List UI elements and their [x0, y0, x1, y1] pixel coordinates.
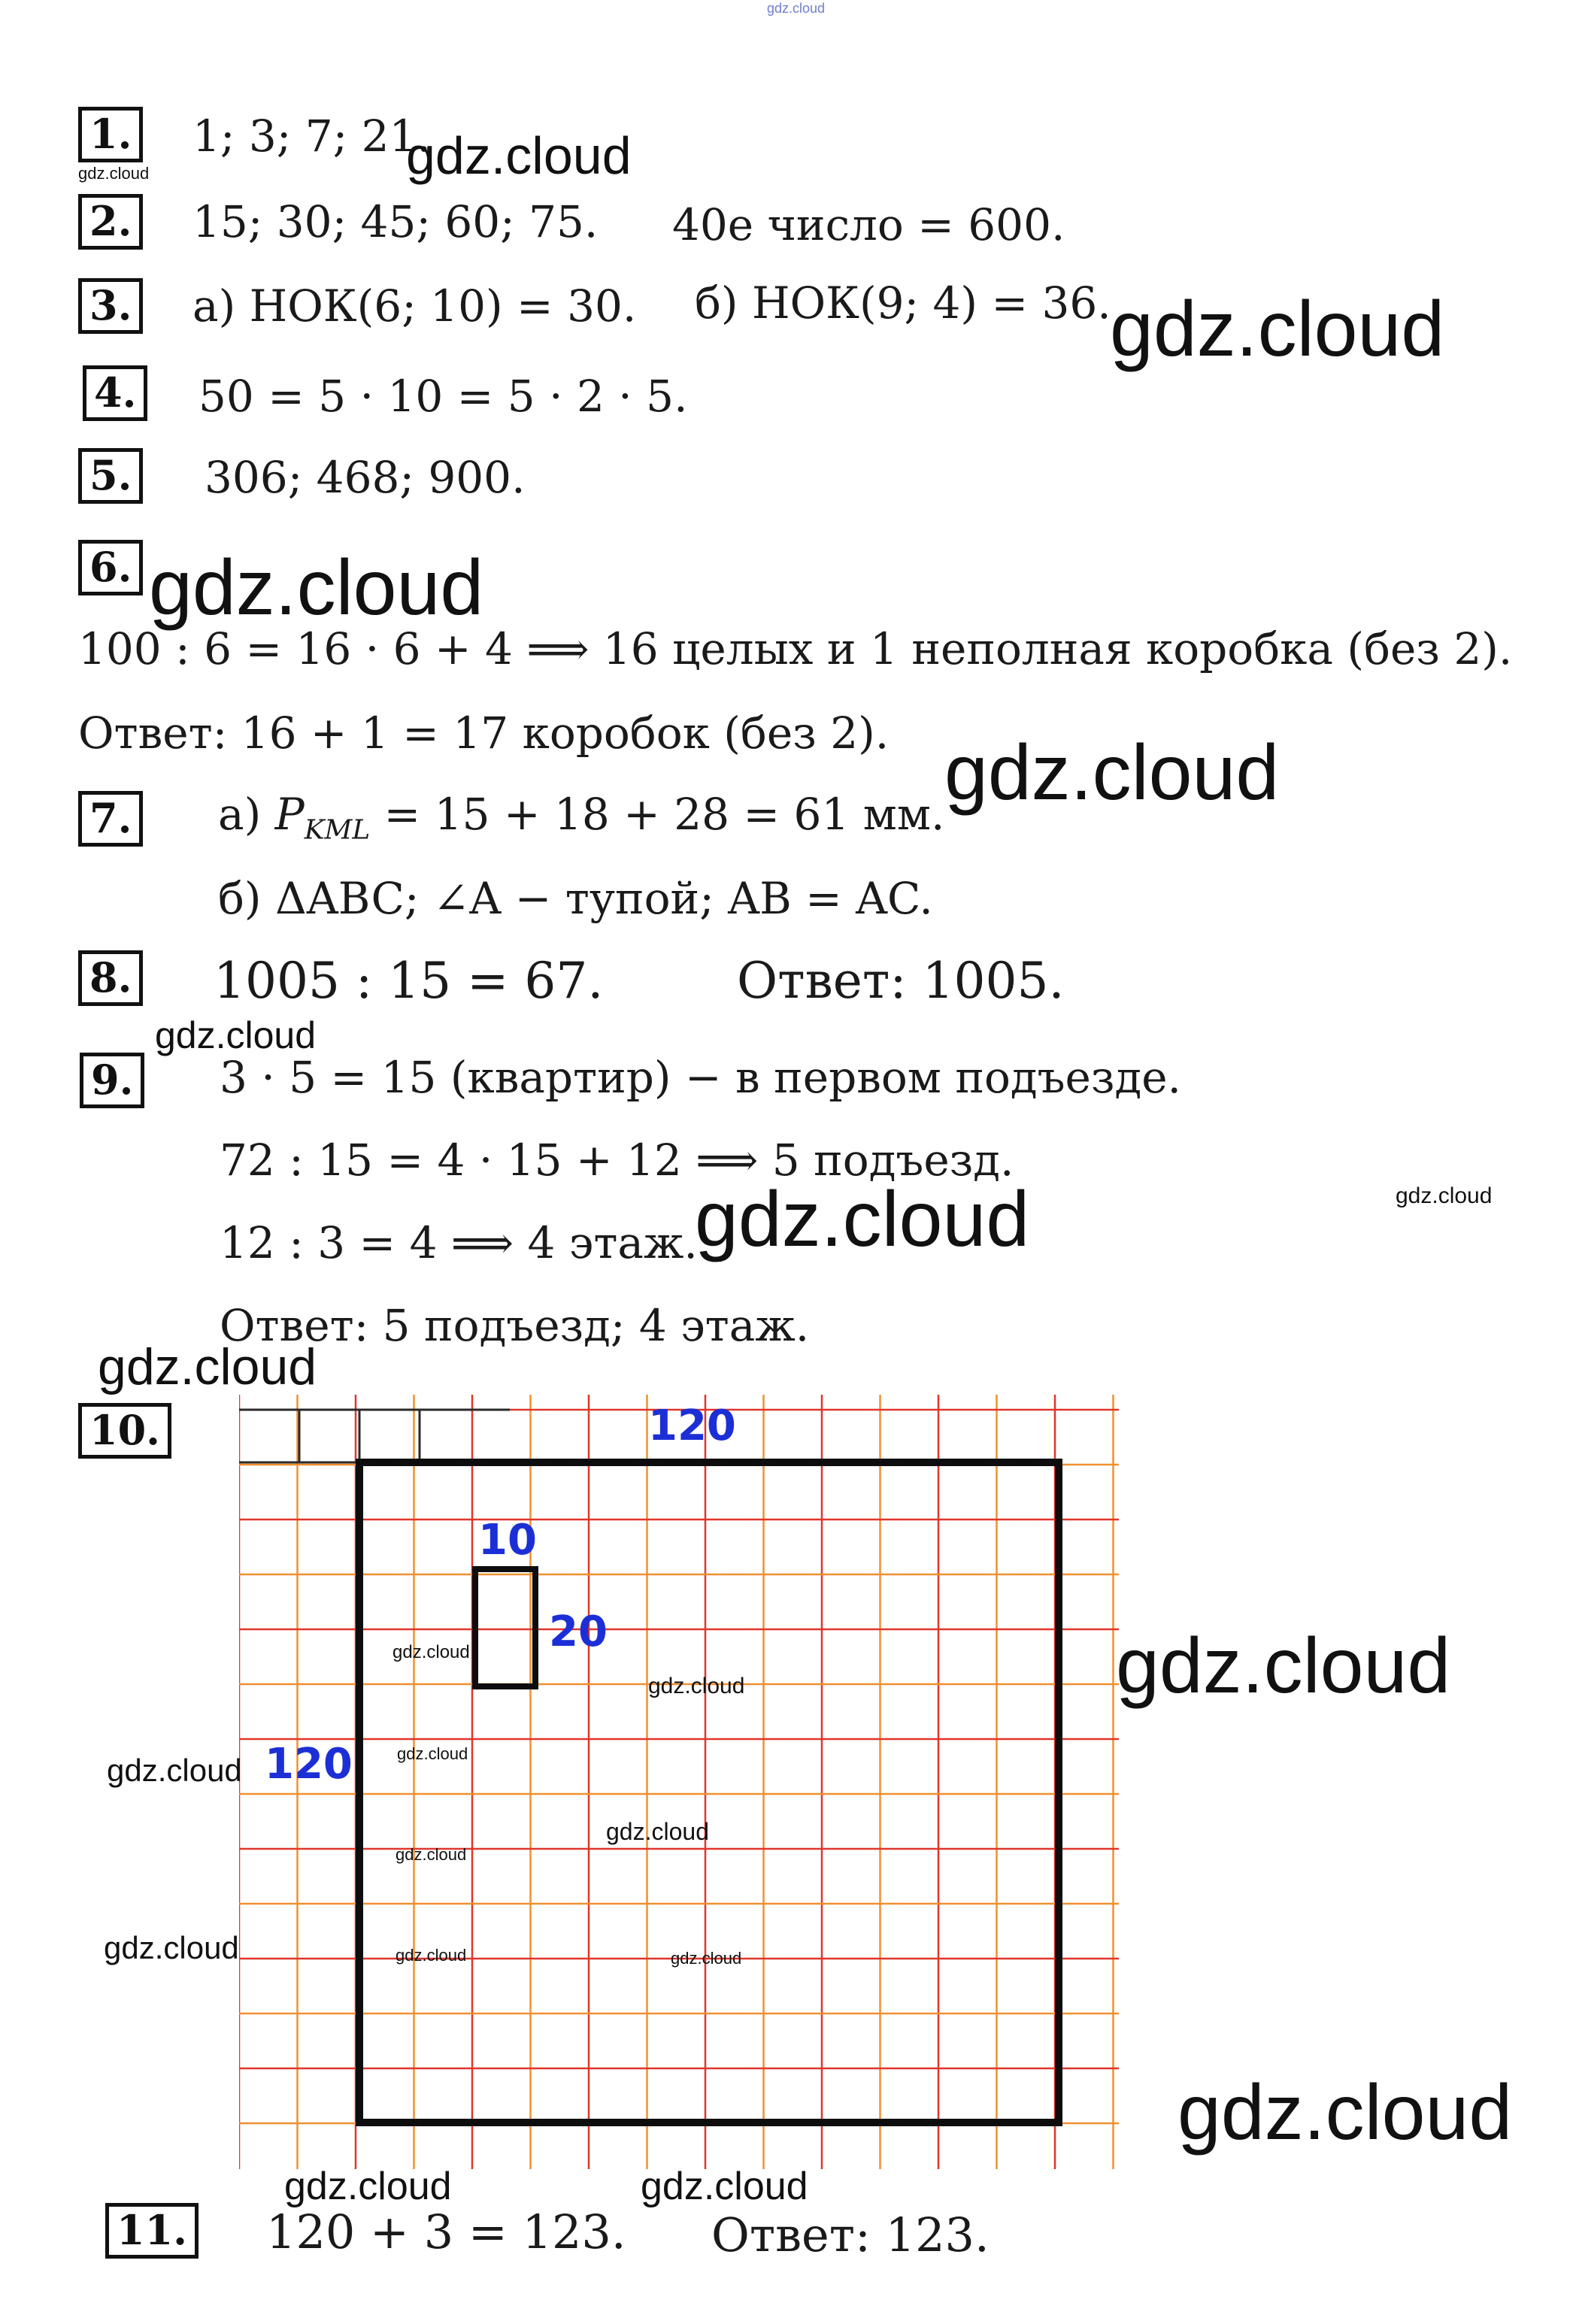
watermark: gdz.cloud: [648, 1674, 745, 1698]
problem-4-number: 4.: [83, 365, 147, 421]
watermark: gdz.cloud: [98, 1338, 317, 1395]
watermark: gdz.cloud: [149, 544, 484, 632]
watermark: gdz.cloud: [944, 729, 1280, 817]
watermark: gdz.cloud: [641, 2165, 808, 2208]
problem-6-division: 100 : 6 = 16 · 6 + 4 ⟹ 16 целых и 1 неполная коробка (без 2).: [78, 623, 1513, 674]
problem-9-line-1: 3 · 5 = 15 (квартир) − в первом подъезде.: [220, 1052, 1181, 1103]
problem-11-answer: Ответ: 123.: [711, 2207, 990, 2262]
problem-3-part-a: а) НОК(6; 10) = 30.: [192, 280, 637, 332]
watermark: gdz.cloud: [695, 1176, 1030, 1263]
watermark: gdz.cloud: [1177, 2069, 1513, 2156]
watermark: gdz.cloud: [284, 2165, 452, 2208]
problem-9-line-2: 72 : 15 = 4 · 15 + 12 ⟹ 5 подъезд.: [220, 1135, 1014, 1186]
problem-6-number: 6.: [78, 540, 143, 595]
watermark: gdz.cloud: [1110, 286, 1445, 373]
problem-6-answer: Ответ: 16 + 1 = 17 коробок (без 2).: [78, 708, 890, 759]
watermark: gdz.cloud: [1396, 1183, 1493, 1208]
problem-7-part-b: б) ΔABC; ∠A − тупой; AB = AC.: [218, 873, 933, 924]
problem-11-sum: 120 + 3 = 123.: [266, 2204, 626, 2259]
problem-9-number: 9.: [80, 1053, 144, 1108]
watermark: gdz.cloud: [1116, 1623, 1451, 1710]
watermark: gdz.cloud: [397, 1744, 468, 1763]
problem-9-answer: Ответ: 5 подъезд; 4 этаж.: [220, 1300, 810, 1351]
grid-lines: [239, 1395, 1119, 2169]
problem-7-part-a-rest: = 15 + 18 + 28 = 61 мм.: [370, 789, 945, 840]
problem-5-number: 5.: [78, 448, 143, 504]
problem-8-answer: Ответ: 1005.: [737, 952, 1065, 1010]
problem-1-number: 1.: [78, 107, 143, 162]
problem-7-part-a-prefix: а): [218, 789, 275, 840]
watermark: gdz.cloud: [104, 1930, 239, 1965]
grid-svg: [239, 1395, 1119, 2169]
label-side-top: 120: [648, 1401, 736, 1450]
problem-4-factorization: 50 = 5 · 10 = 5 · 2 · 5.: [199, 371, 688, 422]
watermark: gdz.cloud: [396, 1946, 467, 1965]
problem-2-sequence: 15; 30; 45; 60; 75.: [192, 196, 599, 247]
small-rectangle: [475, 1569, 535, 1686]
perimeter-symbol: P: [274, 789, 305, 840]
label-side-left: 120: [265, 1740, 353, 1789]
watermark: gdz.cloud: [155, 1014, 317, 1056]
corner-marks: [239, 1410, 510, 1462]
large-square: [359, 1462, 1059, 2123]
problem-3-number: 3.: [78, 278, 143, 334]
problem-9-line-3: 12 : 3 = 4 ⟹ 4 этаж.: [220, 1217, 698, 1268]
label-small-height: 20: [549, 1607, 608, 1656]
problem-8-number: 8.: [78, 950, 143, 1006]
problem-2-fortieth: 40е число = 600.: [672, 199, 1065, 250]
problem-1-answer: 1; 3; 7; 21.: [192, 111, 431, 162]
problem-8-division: 1005 : 15 = 67.: [214, 952, 604, 1010]
problem-10-number: 10.: [78, 1403, 171, 1459]
watermark: gdz.cloud: [606, 1818, 709, 1845]
watermark: gdz.cloud: [406, 126, 632, 185]
watermark: gdz.cloud: [671, 1949, 742, 1968]
problem-11-number: 11.: [105, 2203, 199, 2259]
problem-2-number: 2.: [78, 194, 143, 250]
problem-3-part-b: б) НОК(9; 4) = 36.: [695, 277, 1111, 329]
problem-7-part-a: [218, 789, 945, 846]
problem-7-number: 7.: [78, 791, 143, 847]
header-watermark: gdz.cloud: [767, 1, 826, 16]
watermark: gdz.cloud: [396, 1845, 467, 1864]
watermark: gdz.cloud: [78, 164, 150, 183]
grid-drawing: [239, 1395, 1119, 2169]
perimeter-subscript: KML: [304, 814, 371, 846]
problem-5-answer: 306; 468; 900.: [205, 452, 526, 503]
watermark: gdz.cloud: [392, 1642, 470, 1662]
watermark: gdz.cloud: [107, 1753, 242, 1788]
label-small-width: 10: [478, 1516, 537, 1565]
